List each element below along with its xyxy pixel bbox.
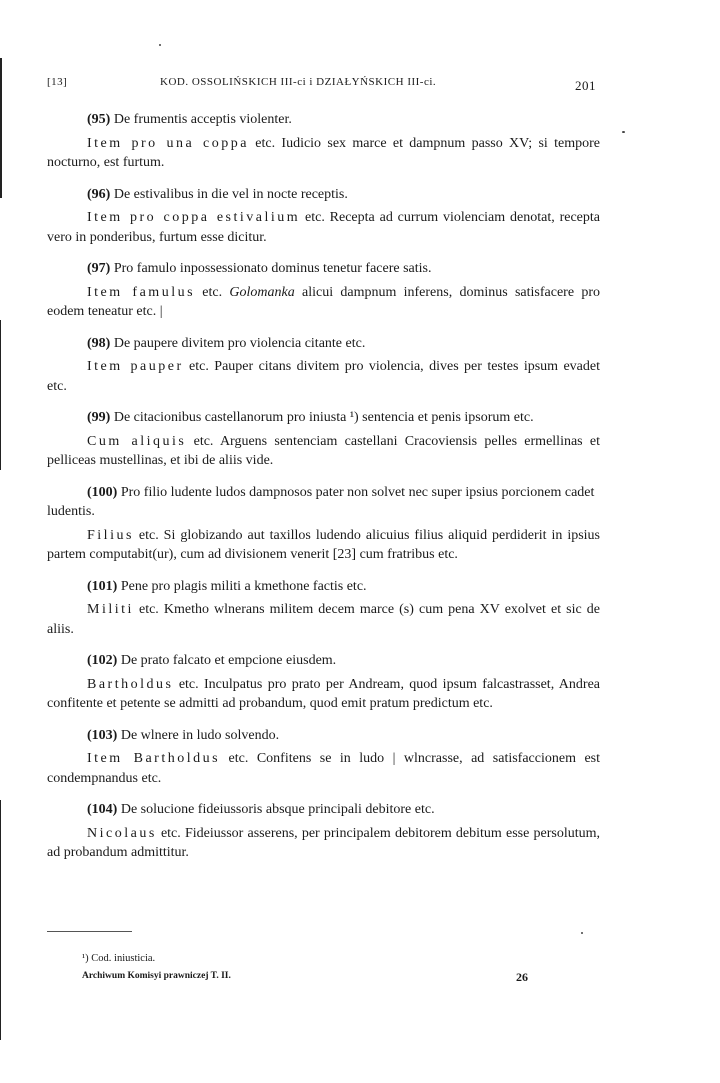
entry-heading [47, 800, 600, 820]
entry-number: (103) [87, 727, 118, 743]
scan-speck [622, 131, 625, 133]
entry-incipit: Filius [87, 527, 134, 543]
entry-text: etc. Fideiussor asserens, per principalem debitorem debitum esse persolutum, ad probandum admittitur. [47, 825, 600, 860]
entry-paragraph [47, 824, 600, 863]
entry-heading [47, 110, 600, 130]
entry-incipit: Cum aliquis [87, 433, 187, 449]
entry-number: (96) [87, 186, 111, 202]
entry-number: (98) [87, 335, 111, 351]
signature-number: 26 [516, 970, 528, 984]
entry-text: etc. Iudicio sex marce et dampnum passo XV; si tempore nocturno, est furtum. [47, 135, 600, 170]
entry-title: De citacionibus castellanorum pro iniusta ¹) sentencia et penis ipsorum etc. [113, 410, 534, 425]
entry-heading [47, 185, 600, 205]
entry-heading [47, 408, 600, 428]
entry-paragraph [47, 675, 600, 714]
entry-incipit: Item pro una coppa [87, 135, 249, 151]
entry-heading [47, 334, 600, 354]
entry-text: etc. Si globizando aut taxillos ludendo alicuius filius aliquid perdiderit in ipsius partem computabit(ur), cum ad divisionem venerit [23] cum fratribus etc. [47, 527, 600, 562]
entry-title: De estivalibus in die vel in nocte receptis. [113, 186, 348, 202]
entry-text: etc. Recepta ad currum violenciam denotat, recepta vero in ponderibus, furtum esse dicitur. [47, 210, 600, 245]
entry-heading [47, 483, 600, 522]
entry-incipit: Nicolaus [87, 825, 157, 841]
entry-incipit: Bartholdus [87, 676, 174, 692]
entry-number: (102) [87, 653, 118, 668]
entry-paragraph [47, 357, 600, 396]
entry-heading [47, 577, 600, 597]
entry-incipit: Item famulus [87, 284, 196, 300]
entry-text: etc. Confitens se in ludo | wlncrasse, ad satisfaccionem est condempnandus etc. [47, 751, 600, 786]
entry-paragraph [47, 208, 600, 247]
entry-incipit: Item pro coppa estivalium [87, 210, 301, 225]
scan-margin-line [0, 58, 2, 198]
entry-paragraph [47, 526, 600, 565]
entry-heading [47, 651, 600, 671]
scan-margin-line [0, 320, 1, 470]
document-page [47, 72, 600, 875]
entry-text: etc. Inculpatus pro prato per Andream, quod ipsum falcastrasset, Andrea confitente et petente se admitti ad probandum, quod emit pratum predictum etc. [47, 676, 600, 711]
entry-title: Pene pro plagis militi a kmethone factis etc. [120, 578, 367, 594]
entry-number: (101) [87, 578, 118, 594]
entry-heading [47, 726, 600, 746]
entry-italic-term: Golomanka [229, 284, 295, 300]
entry-heading [47, 259, 600, 279]
page-number: 201 [575, 78, 596, 93]
entry-title: De prato falcato et empcione eiusdem. [120, 653, 337, 668]
entry-incipit: Militi [87, 602, 134, 617]
entry-number: (99) [87, 410, 111, 425]
entry-paragraph [47, 600, 600, 639]
entry-incipit: Item pauper [87, 359, 184, 374]
entry-paragraph [47, 749, 600, 788]
header-page-ref: [13] [47, 76, 68, 88]
entry-title: De paupere divitem pro violencia citante etc. [113, 335, 366, 351]
entry-text: etc. Arguens sentenciam castellani Cracoviensis pelles ermellinas et pelliceas mustellinas, et ibi de aliis vide. [47, 433, 601, 468]
entry-title: Pro famulo inpossessionato dominus tenetur facere satis. [113, 261, 432, 276]
scan-margin-line [0, 800, 1, 1040]
entry-number: (104) [87, 802, 118, 817]
entry-title: De frumentis acceptis violenter. [113, 112, 292, 127]
entry-text: alicui dampnum inferens, dominus satisfacere pro eodem teneatur etc. | [47, 284, 600, 319]
entry-text: etc. [195, 284, 230, 300]
entry-incipit: Item Bartholdus [87, 751, 221, 766]
entry-paragraph [47, 283, 600, 322]
running-header [47, 72, 600, 94]
footnote-divider [47, 931, 132, 932]
entry-text: etc. Pauper citans divitem pro violencia, dives per testes ipsum evadet etc. [47, 359, 600, 394]
document-body [47, 110, 600, 863]
entry-paragraph [47, 134, 600, 173]
entry-title: De solucione fideiussoris absque principali debitore etc. [120, 802, 435, 817]
entry-paragraph [47, 432, 600, 471]
entry-number: (95) [87, 112, 111, 127]
signature-line: Archiwum Komisyi prawniczej T. II. [82, 971, 231, 981]
scan-speck [159, 44, 161, 46]
entry-text: etc. Kmetho wlnerans militem decem marce (s) cum pena XV exolvet et sic de aliis. [47, 602, 600, 637]
entry-number: (97) [87, 261, 111, 276]
entry-number: (100) [87, 484, 118, 500]
footnote: ¹) Cod. iniusticia. [82, 953, 156, 964]
scan-speck [581, 932, 583, 934]
header-title: KOD. OSSOLIŃSKICH III-ci i DZIAŁYŃSKICH III-ci. [160, 76, 437, 88]
entry-title: De wlnere in ludo solvendo. [120, 727, 280, 743]
entry-title: Pro filio ludente ludos dampnosos pater non solvet nec super ipsius porcionem cadet ludentis. [47, 484, 595, 519]
